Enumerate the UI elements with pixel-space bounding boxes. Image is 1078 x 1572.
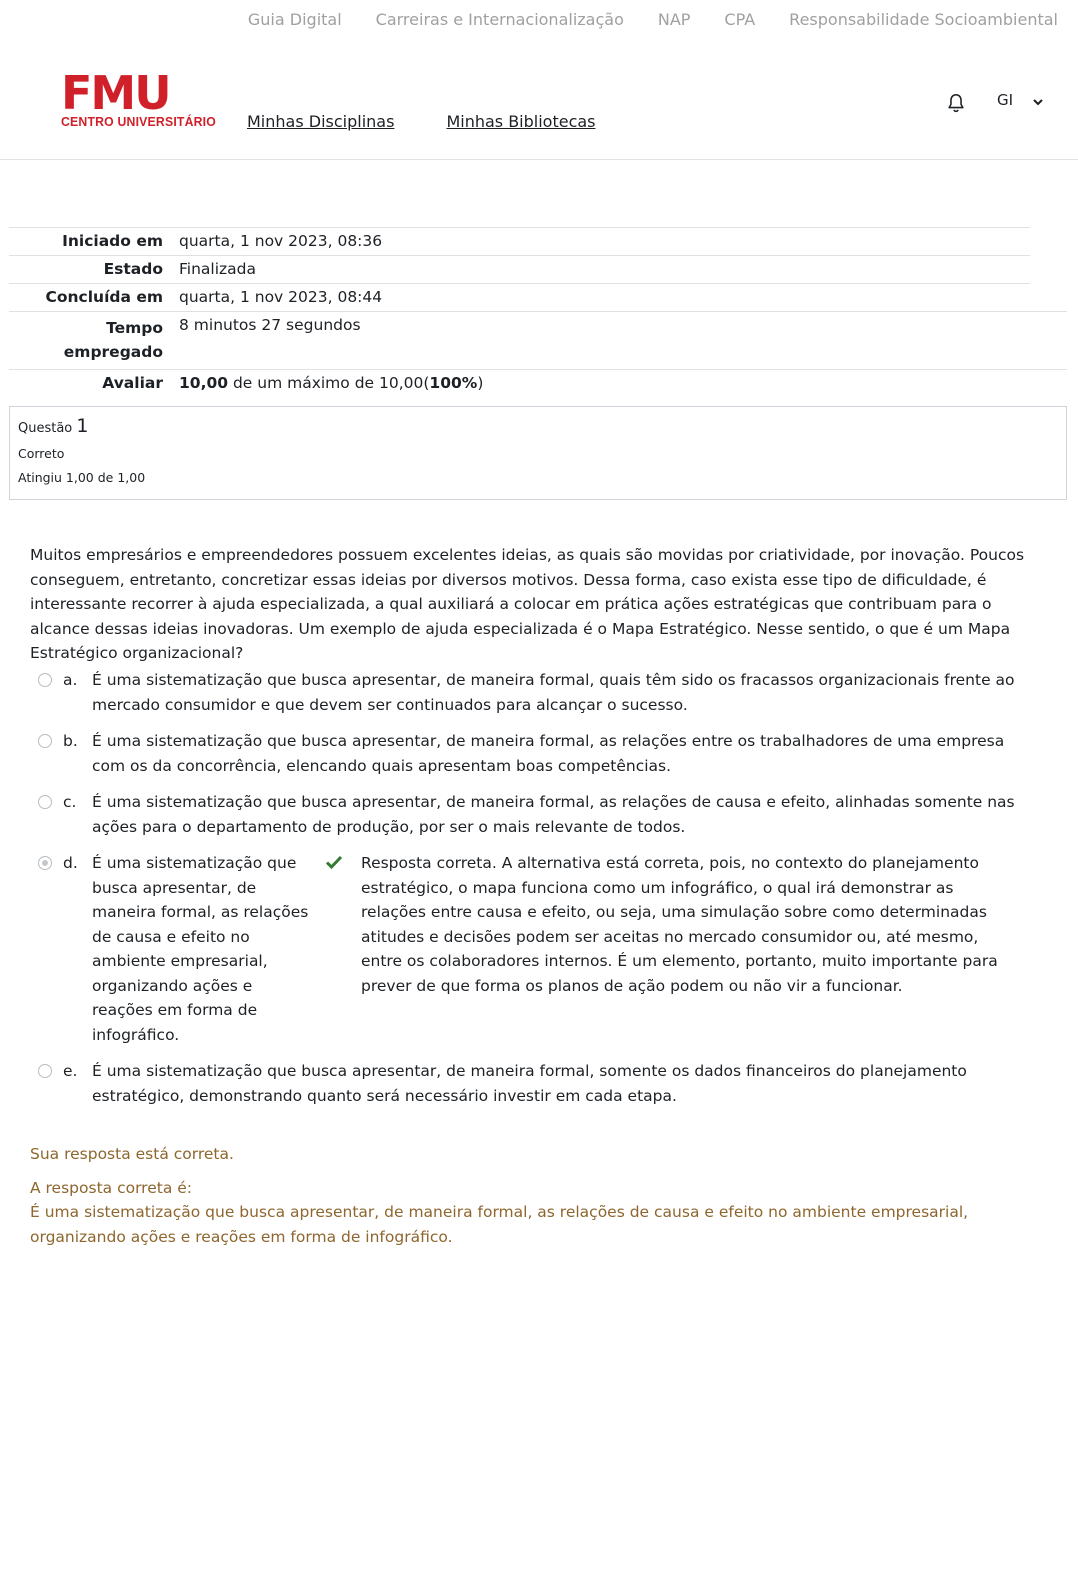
header	[0, 52, 1078, 160]
top-links	[248, 10, 1058, 29]
summary-key: Estado	[103, 260, 163, 278]
answer-option-a[interactable]	[38, 668, 1038, 717]
summary-key: Iniciado em	[62, 232, 163, 250]
radio-a[interactable]	[38, 673, 52, 687]
right-answer-label: A resposta correta é:	[30, 1178, 193, 1197]
attempt-summary	[9, 227, 1067, 397]
summary-value: 8 minutos 27 segundos	[179, 316, 361, 334]
answer-letter: c.	[63, 793, 77, 811]
user-initials[interactable]: GI	[997, 91, 1014, 109]
answer-letter: e.	[63, 1062, 78, 1080]
grade-percent: 100%	[429, 374, 478, 392]
question-outcome	[30, 1142, 1050, 1249]
check-icon	[325, 854, 343, 870]
answer-letter: a.	[63, 671, 78, 689]
grade-close: )	[477, 374, 484, 392]
question-grade: Atingiu 1,00 de 1,00	[18, 470, 146, 485]
summary-value: quarta, 1 nov 2023, 08:36	[179, 232, 383, 250]
radio-d[interactable]	[38, 856, 52, 870]
logo-subtitle: CENTRO UNIVERSITÁRIO	[61, 115, 217, 129]
question-state: Correto	[18, 446, 65, 461]
answer-text: É uma sistematização que busca apresentar, de maneira formal, somente os dados financeiros do planejamento estratégico, demonstrando quanto será necessário investir em cada etapa.	[92, 1062, 967, 1105]
summary-value	[163, 374, 483, 392]
radio-c[interactable]	[38, 795, 52, 809]
summary-value: Finalizada	[179, 260, 257, 278]
answer-text: É uma sistematização que busca apresentar, de maneira formal, as relações de causa e efeito, alinhadas somente nas ações para o departamento de produção, por ser o mais relevante de todos.	[92, 793, 1015, 836]
radio-e[interactable]	[38, 1064, 52, 1078]
answer-letter: d.	[63, 854, 78, 872]
summary-row	[9, 255, 1030, 283]
top-link-nap[interactable]: NAP	[657, 10, 691, 29]
summary-value: quarta, 1 nov 2023, 08:44	[179, 288, 383, 306]
summary-row	[9, 311, 1067, 369]
answer-list	[38, 668, 1038, 1120]
summary-key: Tempo empregado	[63, 319, 163, 361]
right-answer-text: É uma sistematização que busca apresentar, de maneira formal, as relações de causa e efeito no ambiente empresarial, organizando ações e reações em forma de infográfico.	[30, 1203, 969, 1246]
grade-max: de um máximo de 10,00(	[228, 374, 430, 392]
question-info	[9, 406, 1067, 500]
summary-row	[9, 227, 1030, 255]
question-number	[18, 415, 1058, 437]
top-link-guia-digital[interactable]: Guia Digital	[247, 10, 342, 29]
question-num: 1	[76, 415, 89, 437]
answer-text: É uma sistematização que busca apresentar, de maneira formal, as relações entre os trabalhadores de uma empresa com os da concorrência, elencando quais apresentam boas competências.	[92, 732, 1005, 775]
summary-key: Concluída em	[45, 288, 163, 306]
question-text: Muitos empresários e empreendedores possuem excelentes ideias, as quais são movidas por criatividade, por inovação. Poucos conseguem, entretanto, concretizar essas ideias por diversos motivos. Dessa forma, caso exista esse tipo de dificuldade, é interessante recorrer à ajuda especializada, a qual auxiliará a colocar em prática ações estratégicas que contribuam para o alcance dessas ideias inovadoras. Um exemplo de ajuda especializada é o Mapa Estratégico. Nesse sentido, o que é um Mapa Estratégico organizacional?	[30, 546, 1025, 662]
top-link-cpa[interactable]: CPA	[724, 10, 756, 29]
top-link-responsabilidade[interactable]: Responsabilidade Socioambiental	[789, 10, 1058, 29]
top-link-carreiras[interactable]: Carreiras e Internacionalização	[375, 10, 624, 29]
nav-minhas-disciplinas[interactable]: Minhas Disciplinas	[247, 112, 395, 131]
answer-letter: b.	[63, 732, 78, 750]
chevron-down-icon[interactable]	[1031, 95, 1045, 109]
question-label: Questão	[18, 421, 73, 436]
bell-icon[interactable]	[945, 92, 967, 114]
answer-text: É uma sistematização que busca apresentar, de maneira formal, quais têm sido os fracassos organizacionais frente ao mercado consumidor e que devem ser continuados para alcançar o sucesso.	[92, 671, 1015, 714]
grade-value: 10,00	[179, 374, 229, 392]
summary-row	[9, 369, 1067, 397]
answer-option-c[interactable]	[38, 790, 1038, 839]
outcome-result: Sua resposta está correta.	[30, 1145, 234, 1163]
summary-row	[9, 283, 1030, 311]
nav-minhas-bibliotecas[interactable]: Minhas Bibliotecas	[446, 112, 596, 131]
answer-option-e[interactable]	[38, 1059, 1038, 1108]
radio-b[interactable]	[38, 734, 52, 748]
answer-text: É uma sistematização que busca apresentar, de maneira formal, as relações de causa e efeito no ambiente empresarial, organizando ações e reações em forma de infográfico.	[92, 854, 309, 1044]
summary-key: Avaliar	[102, 374, 163, 392]
answer-option-b[interactable]	[38, 729, 1038, 778]
main-nav	[247, 112, 596, 131]
logo-mark: FMU	[61, 66, 170, 120]
fmu-logo[interactable]	[61, 66, 217, 129]
answer-option-d[interactable]	[38, 851, 1038, 1047]
answer-feedback: Resposta correta. A alternativa está correta, pois, no contexto do planejamento estratégico, o mapa funciona como um infográfico, o qual irá demonstrar as relações entre causa e efeito, ou seja, uma simulação sobre como determinadas atitudes e decisões podem ser aceitas no mercado consumidor ou, até mesmo, entre os colaboradores internos. É um elemento, portanto, muito importante para prever de que forma os planos de ação podem ou não vir a funcionar.	[361, 854, 998, 995]
